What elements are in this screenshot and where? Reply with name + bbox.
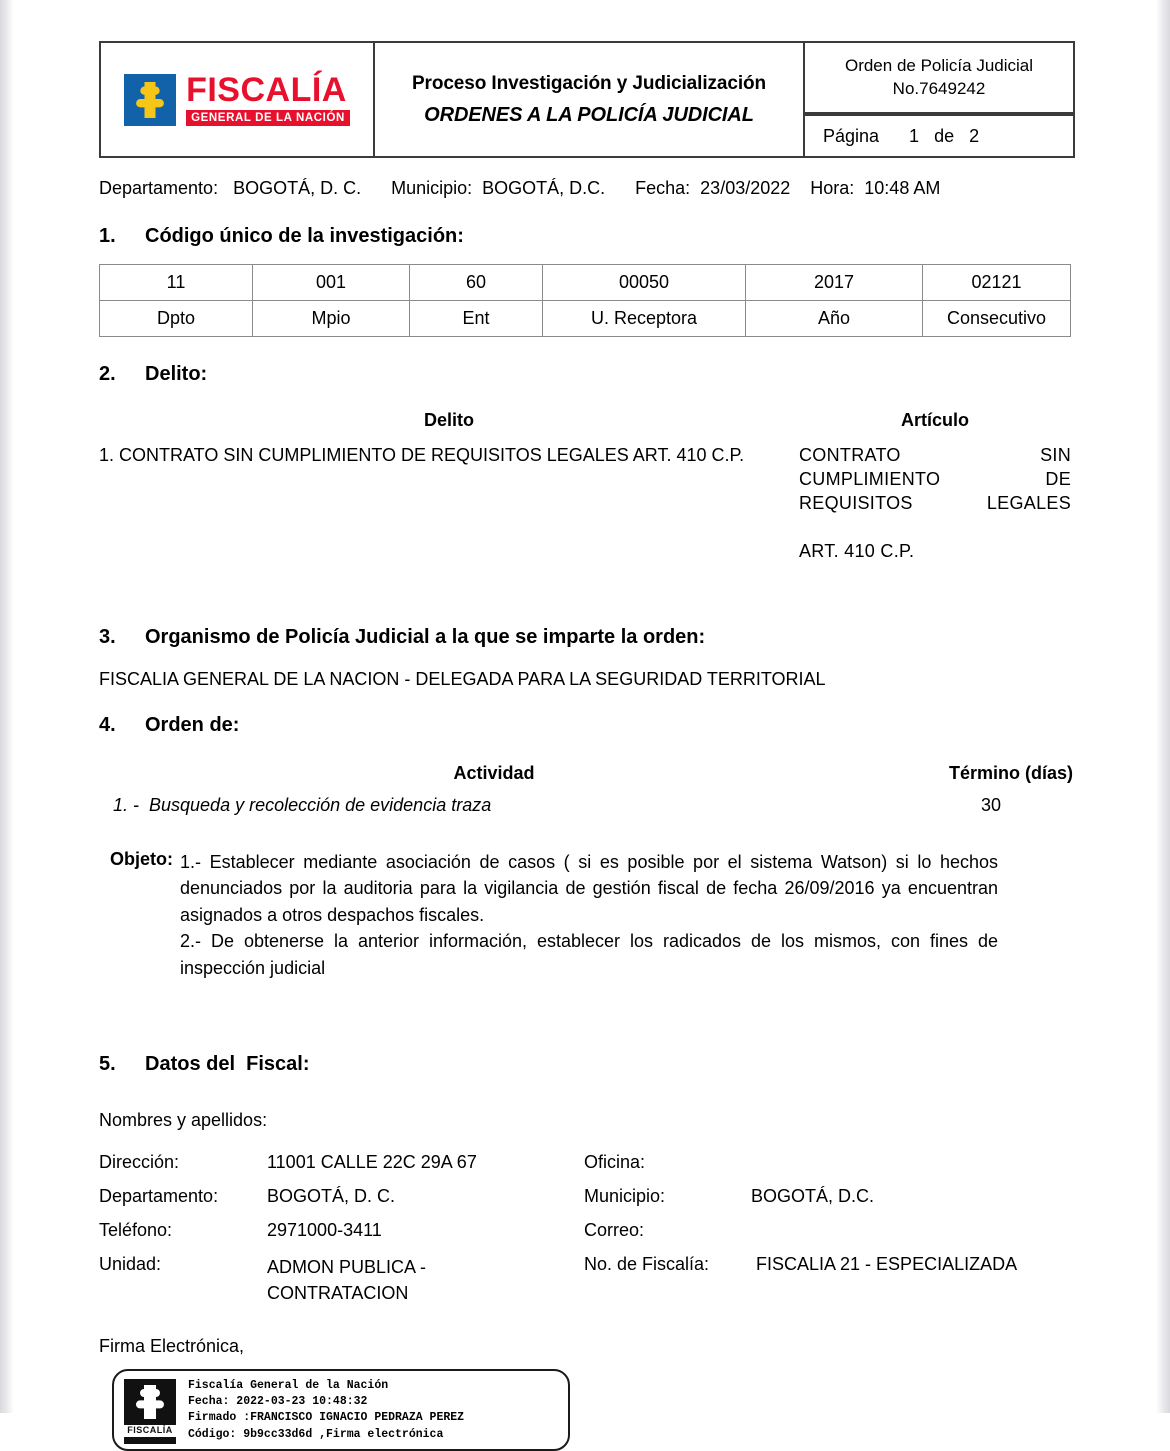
puzzle-piece-icon bbox=[124, 74, 176, 126]
logo-sub-text: GENERAL DE LA NACIÓN bbox=[186, 110, 350, 126]
actividad-termino-days: 30 bbox=[980, 795, 1001, 815]
section-3-heading bbox=[99, 626, 1073, 649]
section-5-heading bbox=[99, 1053, 1073, 1076]
articulo-text-last: ART. 410 C.P. bbox=[799, 540, 915, 561]
actividad-name: 1. - Busqueda y recolección de evidencia traza bbox=[113, 795, 492, 815]
articulo-text bbox=[799, 444, 1071, 564]
section-5-number: 5. bbox=[99, 1053, 116, 1076]
objeto-label: Objeto: bbox=[110, 849, 173, 869]
section-4-number: 4. bbox=[99, 714, 116, 736]
section-4-heading bbox=[99, 714, 1073, 737]
delito-body bbox=[99, 444, 1071, 564]
fiscalia-logo bbox=[101, 69, 373, 130]
logo-brand-text: FISCALÍA bbox=[186, 71, 347, 109]
stamp-puzzle-piece-icon bbox=[124, 1379, 176, 1425]
label-correo: Correo: bbox=[584, 1220, 645, 1241]
order-title: Orden de Policía Judicial bbox=[844, 55, 1034, 75]
row-direccion bbox=[99, 1152, 1073, 1186]
stamp-line-1: Fiscalía General de la Nación bbox=[188, 1378, 389, 1392]
label-oficina: Oficina: bbox=[584, 1152, 646, 1173]
section-4-title: Orden de: bbox=[145, 714, 240, 736]
section-2-number: 2. bbox=[99, 363, 116, 385]
cell-mpio-value: 001 bbox=[253, 265, 410, 301]
cell-consecutivo-label: Consecutivo bbox=[923, 301, 1071, 337]
label-municipio: Municipio: bbox=[584, 1186, 666, 1207]
value-municipio: BOGOTÁ, D.C. bbox=[751, 1186, 875, 1207]
cell-consecutivo-value: 02121 bbox=[923, 265, 1071, 301]
stamp-line-3: Firmado :FRANCISCO IGNACIO PEDRAZA PEREZ bbox=[188, 1411, 465, 1425]
document-content bbox=[99, 0, 1073, 1451]
section-1-heading bbox=[99, 225, 1073, 248]
section-1-title: Código único de la investigación: bbox=[145, 225, 464, 247]
cell-ureceptora-label: U. Receptora bbox=[543, 301, 746, 337]
header-page-cell bbox=[804, 115, 1074, 157]
fiscal-data-block bbox=[99, 1110, 1073, 1316]
page-indicator: Página 1 de 2 bbox=[823, 125, 980, 146]
pdf-page bbox=[14, 0, 1156, 1441]
stamp-logo-bar bbox=[124, 1437, 176, 1444]
order-number: No.7649242 bbox=[892, 78, 986, 98]
value-fiscalia: FISCALIA 21 - ESPECIALIZADA bbox=[756, 1254, 1018, 1275]
document-header-table bbox=[99, 41, 1075, 158]
cell-ent-value: 60 bbox=[410, 265, 543, 301]
header-process-cell bbox=[374, 42, 804, 157]
value-unidad: ADMON PUBLICA - CONTRATACION bbox=[267, 1257, 427, 1304]
cell-ano-value: 2017 bbox=[746, 265, 923, 301]
column-header-actividad: Actividad bbox=[453, 763, 535, 783]
cell-dpto-value: 11 bbox=[100, 265, 253, 301]
section-1-number: 1. bbox=[99, 225, 116, 247]
codigo-unico-table bbox=[99, 264, 1071, 337]
stamp-logo bbox=[124, 1379, 180, 1441]
row-departamento bbox=[99, 1186, 1073, 1220]
section-3-title: Organismo de Policía Judicial a la que se imparte la orden: bbox=[145, 626, 706, 648]
row-nombres bbox=[99, 1110, 1073, 1144]
row-telefono bbox=[99, 1220, 1073, 1254]
articulo-text-justified: CONTRATO SIN CUMPLIMIENTO DE REQUISITOS LEGALES bbox=[799, 445, 1071, 513]
section-5-title: Datos del Fiscal: bbox=[145, 1053, 310, 1076]
table-row-values bbox=[100, 265, 1071, 301]
label-nombres: Nombres y apellidos: bbox=[99, 1110, 268, 1131]
electronic-signature-stamp bbox=[112, 1369, 570, 1451]
actividad-row bbox=[99, 795, 1073, 821]
order-title-block bbox=[805, 44, 1073, 114]
label-fiscalia: No. de Fiscalía: bbox=[584, 1254, 710, 1275]
delito-text: 1. CONTRATO SIN CUMPLIMIENTO DE REQUISITOS LEGALES ART. 410 C.P. bbox=[99, 445, 745, 465]
section-2-heading bbox=[99, 363, 1073, 386]
objeto-body bbox=[180, 849, 998, 981]
objeto-block bbox=[99, 849, 1073, 981]
cell-mpio-label: Mpio bbox=[253, 301, 410, 337]
stamp-logo-caption: FISCALÍA bbox=[127, 1425, 173, 1436]
value-departamento: BOGOTÁ, D. C. bbox=[267, 1186, 396, 1207]
value-telefono: 2971000-3411 bbox=[267, 1220, 382, 1241]
fiscalia-wordmark bbox=[186, 73, 350, 126]
section-3-body: FISCALIA GENERAL DE LA NACION - DELEGADA PARA LA SEGURIDAD TERRITORIAL bbox=[99, 669, 826, 689]
cell-ano-label: Año bbox=[746, 301, 923, 337]
table-row-labels bbox=[100, 301, 1071, 337]
header-logo-cell bbox=[100, 42, 374, 157]
cell-ent-label: Ent bbox=[410, 301, 543, 337]
cell-dpto-label: Dpto bbox=[100, 301, 253, 337]
page-right-edge bbox=[1156, 0, 1170, 1413]
label-unidad: Unidad: bbox=[99, 1254, 162, 1275]
firma-electronica-label: Firma Electrónica, bbox=[99, 1336, 245, 1357]
cell-ureceptora-value: 00050 bbox=[543, 265, 746, 301]
row-unidad bbox=[99, 1254, 1073, 1316]
meta-line: Departamento: BOGOTÁ, D. C. Municipio: BOGOTÁ, D.C. Fecha: 23/03/2022 Hora: 10:48 AM bbox=[99, 178, 941, 198]
header-order-cell bbox=[804, 42, 1074, 115]
section-3-number: 3. bbox=[99, 626, 116, 648]
section-2-title: Delito: bbox=[145, 363, 208, 385]
delito-block bbox=[99, 410, 1071, 564]
label-direccion: Dirección: bbox=[99, 1152, 180, 1173]
label-telefono: Teléfono: bbox=[99, 1220, 173, 1241]
process-line-2: ORDENES A LA POLICÍA JUDICIAL bbox=[424, 104, 754, 126]
actividad-column-headers bbox=[99, 763, 1073, 789]
value-direccion: 11001 CALLE 22C 29A 67 bbox=[267, 1152, 477, 1173]
column-header-termino: Término (días) bbox=[948, 763, 1073, 783]
stamp-line-4: Código: 9b9cc33d6d ,Firma electrónica bbox=[188, 1427, 444, 1441]
objeto-paragraph-2: 2.- De obtenerse la anterior información, establecer los radicados de los mismos, con fines de inspección judicial bbox=[180, 931, 998, 978]
stamp-line-2: Fecha: 2022-03-23 10:48:32 bbox=[188, 1394, 368, 1408]
page-left-edge bbox=[0, 0, 14, 1413]
delito-column-headers bbox=[99, 410, 1071, 436]
column-header-articulo: Artículo bbox=[900, 410, 969, 430]
label-departamento: Departamento: bbox=[99, 1186, 219, 1207]
objeto-paragraph-1: 1.- Establecer mediante asociación de casos ( si es posible por el sistema Watson) si lo hechos denunciados por la auditoria para la vigilancia de gestión fiscal de fecha 26/09/2016 ya encuentran asignados a otros despachos fiscales. bbox=[180, 852, 998, 925]
process-line-1: Proceso Investigación y Judicialización bbox=[411, 73, 767, 94]
stamp-text-block bbox=[188, 1378, 464, 1443]
column-header-delito: Delito bbox=[423, 410, 474, 430]
